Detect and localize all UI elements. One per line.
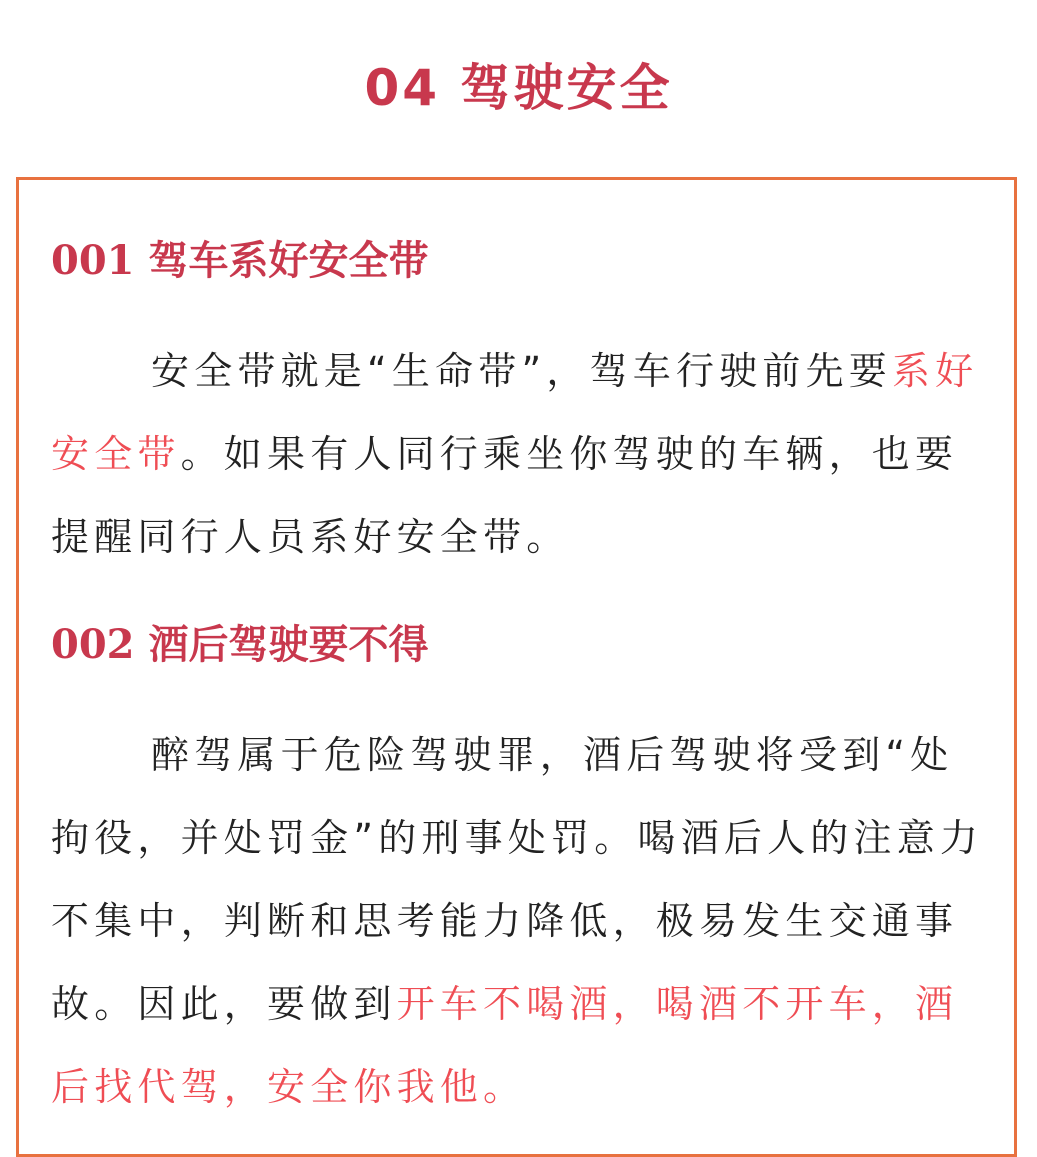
section-paragraph-seatbelt — [51, 330, 995, 579]
section-paragraph-drunk-driving — [51, 714, 995, 1129]
highlight-text: 开车不喝酒，喝酒不开车，酒后找代驾，安全你我他。 — [51, 982, 959, 1109]
page-title: 04 驾驶安全 — [364, 59, 673, 117]
highlight-text: 系好安全带 — [51, 349, 979, 476]
content-box — [16, 177, 1017, 1157]
paragraph-text: 。如果有人同行乘坐你驾驶的车辆，也要提醒同行人员系好安全带。 — [51, 432, 959, 559]
section-heading-seatbelt — [51, 233, 429, 289]
section-title: 驾车系好安全带 — [148, 238, 429, 284]
section-title: 酒后驾驶要不得 — [148, 622, 429, 668]
section-heading-drunk-driving — [51, 617, 429, 673]
section-number: 002 — [51, 621, 135, 668]
paragraph-text: 安全带就是“生命带”，驾车行驶前先要 — [151, 349, 892, 393]
section-number: 001 — [51, 237, 135, 284]
paragraph-text: 醉驾属于危险驾驶罪，酒后驾驶将受到“处拘役，并处罚金”的刑事处罚。喝酒后人的注意力不集中，判断和思考能力降低，极易发生交通事故。因此，要做到 — [51, 733, 984, 1026]
